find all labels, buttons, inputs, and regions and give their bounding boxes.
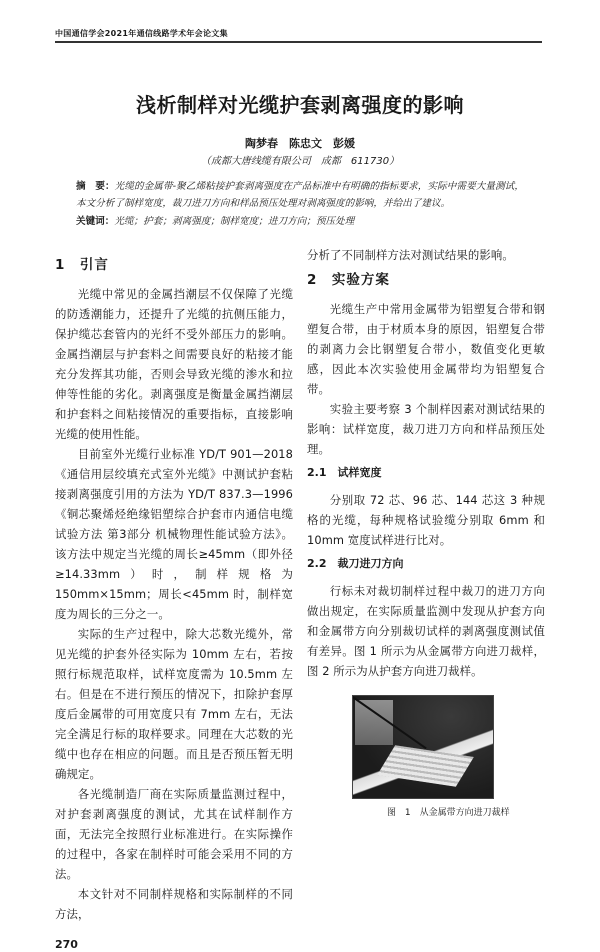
abstract-text: 光缆的金属带-聚乙烯粘接护套剥离强度在产品标准中有明确的指标要求，实际中需要大量测试，本文分析了制样宽度，裁刀进刀方向和样品预压处理对剥离强度的影响，并给出了建议。 — [76, 181, 524, 209]
header-rule — [55, 41, 542, 43]
paragraph: 实验主要考察 3 个制样因素对测试结果的影响：试样宽度，裁刀进刀方向和样品预压处理。 — [307, 402, 545, 456]
right-column — [307, 245, 545, 819]
paper-title: 浅析制样对光缆护套剥离强度的影响 — [136, 93, 464, 117]
left-column — [55, 245, 293, 952]
figure-1-caption: 图 1 从金属带方向进刀裁样 — [387, 808, 510, 818]
paragraph: 光缆生产中常用金属带为铝塑复合带和钢塑复合带，由于材质本身的原因，铝塑复合带的剥离力会比钢塑复合带小，数值变化更敏感，因此本次实验使用金属带均为铝塑复合带。 — [307, 302, 545, 396]
paragraph: 本文针对不同制样规格和实际制样的不同方法， — [55, 887, 293, 921]
paragraph: 光缆中常见的金属挡潮层不仅保障了光缆的防透潮能力，还提升了光缆的抗侧压能力，保护缆芯套管内的光纤不受外部压力的影响。金属挡潮层与护套料之间需要良好的粘接才能充分发挥其功能，否则会导致光缆的渗水和拉伸等性能的劣化。剥离强度是衡量金属挡潮层和护套料之间粘接情况的重要指标，直接影响光缆的使用性能。 — [55, 287, 293, 441]
paragraph: 各光缆制造厂商在实际质量监测过程中，对护套剥离强度的测试，尤其在试样制作方面，无法完全按照行业标准进行。在实际操作的过程中，各家在制样时可能会采用不同的方法。 — [55, 787, 293, 881]
section-heading-intro: 1 引言 — [55, 257, 109, 273]
running-header: 中国通信学会2021年通信线路学术年会论文集 — [55, 29, 228, 38]
affiliation: （成都大唐线缆有限公司 成都 611730） — [200, 156, 400, 167]
authors: 陶梦春 陈忠文 彭媛 — [245, 137, 355, 150]
body-columns — [55, 245, 545, 952]
paragraph-continued: 分析了不同制样方法对测试结果的影响。 — [307, 248, 514, 262]
keywords-text: 光缆；护套；剥离强度；制样宽度；进刀方向；预压处理 — [114, 216, 355, 227]
keywords-label: 关键词： — [76, 216, 115, 227]
figure-1-photo — [352, 695, 494, 799]
section-heading-experiment: 2 实验方案 — [307, 272, 390, 288]
paragraph: 实际的生产过程中，除大芯数光缆外，常见光缆的护套外径实际为 10mm 左右，若按照行标规范取样，试样宽度需为 10.5mm 左右。但是在不进行预压的情况下，扣除护套厚度后金属带的可用宽度只有 7mm 左右，无法完全满足行标的取样要求。同理在大芯数的光缆中也存在相应的问题。而且是否预压暂无明确规定。 — [55, 627, 293, 781]
paragraph: 分别取 72 芯、96 芯、144 芯这 3 种规格的光缆，每种规格试验缆分别取 6mm 和 10mm 宽度试样进行比对。 — [307, 493, 545, 547]
abstract — [76, 178, 524, 212]
paragraph: 目前室外光缆行业标准 YD/T 901—2018《通信用层绞填充式室外光缆》中测试护套粘接剥离强度引用的方法为 YD/T 837.3—1996《铜芯聚烯烃绝缘铝塑综合护套市内通信电缆试验方法 第3部分 机械物理性能试验方法》。该方法中规定当光缆的周长≥45mm（即外径≥14.33mm）时，制样规格为 150mm×15mm；周长<45mm 时，制样宽度为周长的三分之一。 — [55, 447, 293, 621]
abstract-block — [76, 178, 524, 230]
subsection-heading-width: 2.1 试样宽度 — [307, 466, 382, 479]
cutting-plate — [377, 745, 474, 787]
subsection-heading-direction: 2.2 裁刀进刀方向 — [307, 557, 404, 570]
page-number: 270 — [55, 938, 78, 951]
paragraph: 行标未对裁切制样过程中裁刀的进刀方向做出规定，在实际质量监测中发现从护套方向和金属带方向分别裁切试样的剥离强度测试值有差异。图 1 所示为从金属带方向进刀裁样，图 2 所示为从护套方向进刀裁样。 — [307, 584, 545, 678]
abstract-label: 摘 要： — [76, 181, 115, 192]
keywords — [76, 213, 524, 230]
